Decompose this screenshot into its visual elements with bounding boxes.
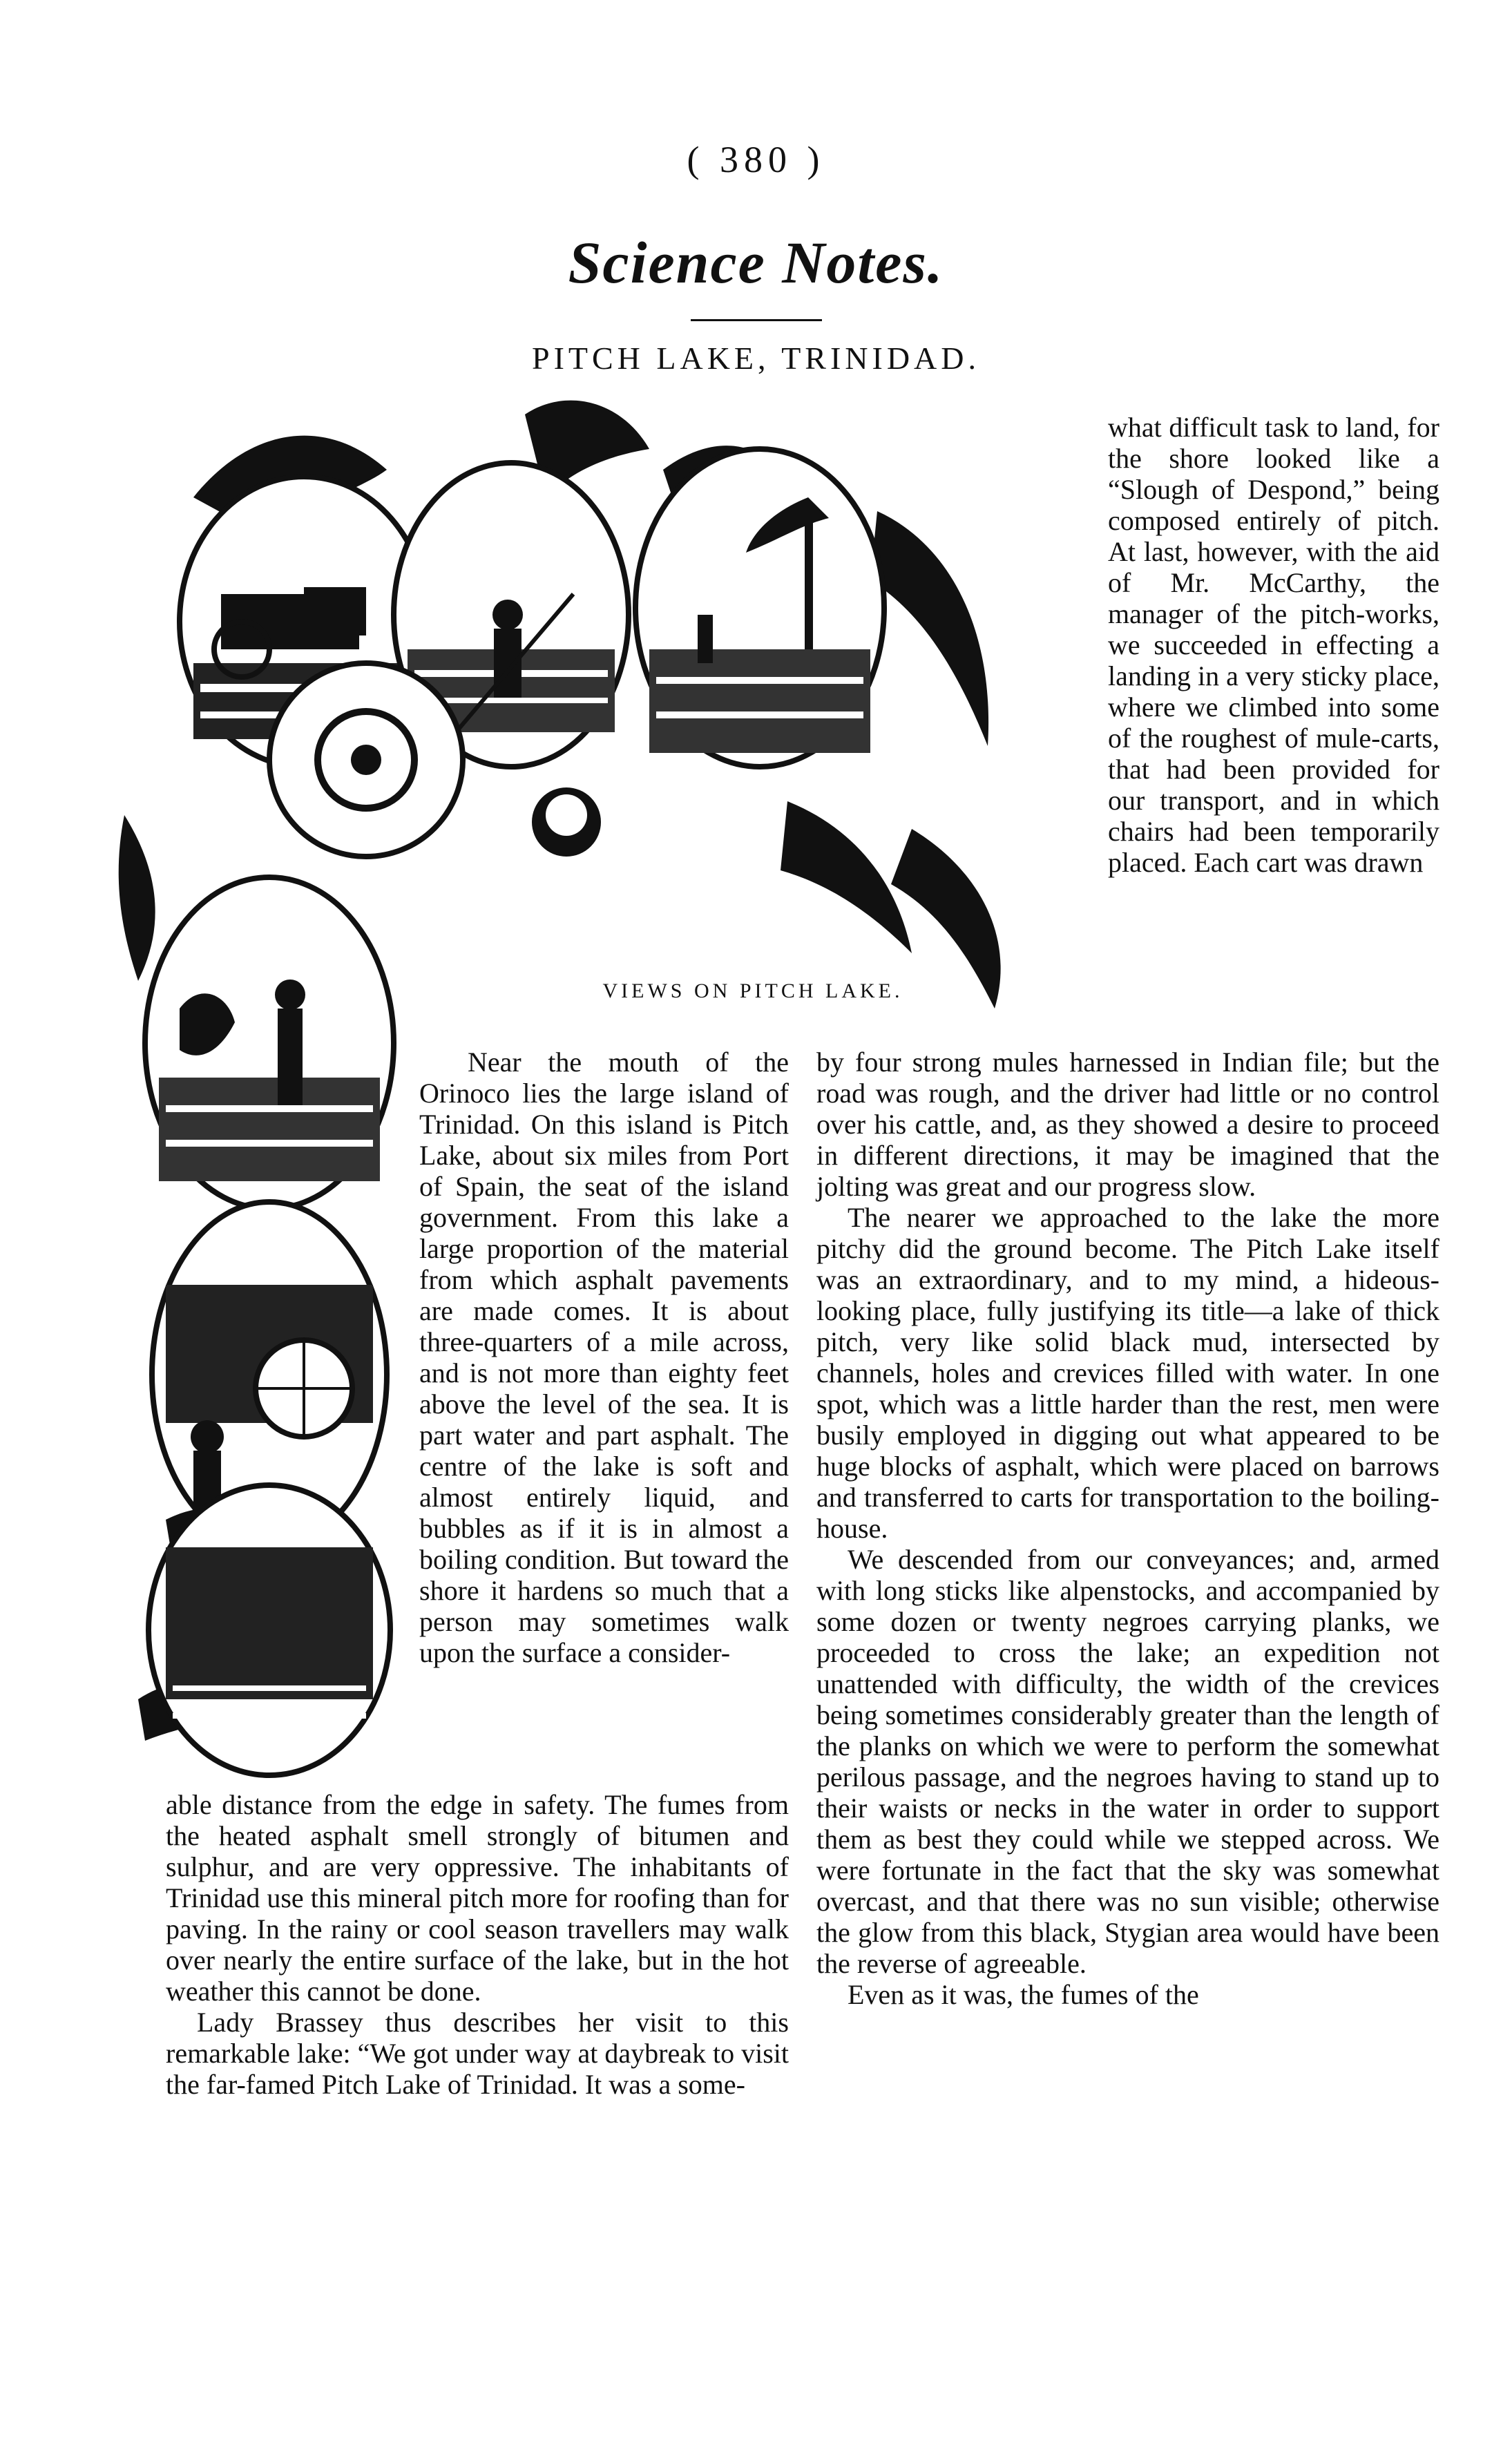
paragraph: by four strong mules harnessed in Indian file; but the road was rough, and the driver had little or no control over his cattle, and, as they showed a desire to proceed in different directions, it may be imagined that the jolting was great and our progress slow. [816,1047,1439,1202]
column-bottom-left [166,1789,789,2100]
paragraph: The nearer we approached to the lake the more pitchy did the ground become. The Pitch Lake itself was an extraordinary, and to my mind, a hideous-looking place, fully justifying its title—a lake of thick pitch, very like solid black mud, intersected by channels, holes and crevices filled with water. In one spot, which was a little harder than the rest, men were busily employed in digging out what appeared to be huge blocks of asphalt, which were placed on barrows and transferred to carts for transportation to the boiling-house. [816,1202,1439,1544]
column-right [816,1047,1439,2010]
page-number: ( 380 ) [687,139,825,180]
column-mid-left [419,1047,789,1668]
title-rule [691,319,822,321]
illustration-caption: VIEWS ON PITCH LAKE. [602,979,903,1002]
paragraph: Lady Brassey thus describes her visit to this remarkable lake: “We got under way at daybreak to visit the far-famed Pitch Lake of Trinidad. It was a some- [166,2007,789,2100]
section-title: Science Notes. [568,229,944,296]
column-top-right [1108,412,1439,878]
article-title: PITCH LAKE, TRINIDAD. [531,341,980,376]
paragraph: able distance from the edge in safety. The fumes from the heated asphalt smell strongly of bitumen and sulphur, and are very oppressive. The inhabitants of Trinidad use this mineral pitch more for roofing than for paving. In the rainy or cool season travellers may walk over nearly the entire surface of the lake, but in the hot weather this cannot be done. [166,1789,789,2007]
paragraph: what difficult task to land, for the shore looked like a “Slough of Despond,” being composed entirely of pitch. At last, however, with the aid of Mr. McCarthy, the manager of the pitch-works, we succeeded in effecting a landing in a very sticky place, where we climbed into some of the roughest of mule-carts, that had been provided for our transport, and in which chairs had been temporarily placed. Each cart was drawn [1108,412,1439,878]
vignette-landscape [149,1485,390,1775]
paragraph: Even as it was, the fumes of the [848,1979,1199,2010]
vignette-palm-figures [635,449,884,767]
vignette-man-with-mule [145,877,394,1209]
paragraph: Near the mouth of the Orinoco lies the large island of Trinidad. On this island is Pitch Lake, about six miles from Port of Spain, the seat of the island government. From this lake a large proportion of the material from which asphalt pavements are made comes. It is about three-quarters of a mile across, and is not more than eighty feet above the level of the sea. It is part water and part asphalt. The centre of the lake is soft and almost entirely liquid, and bubbles as if it is in almost a boiling condition. But toward the shore it hardens so much that a person may sometimes walk upon the surface a consider- [419,1047,789,1668]
paragraph: We descended from our conveyances; and, armed with long sticks like alpenstocks, and accompanied by some dozen or twenty negroes carrying planks, we proceeded to cross the lake; an expedition not unattended with difficulty, the width of the crevices being sometimes considerably greater than the length of the planks on which we were to perform the somewhat perilous passage, and the negroes having to stand up to their waists or necks in the water in order to support them as best they could while we stepped across. We were fortunate in the fact that the sky was somewhat overcast, and that there was no sun visible; otherwise the glow from this black, Stygian area would have been the reverse of agreeable. [816,1544,1439,1979]
